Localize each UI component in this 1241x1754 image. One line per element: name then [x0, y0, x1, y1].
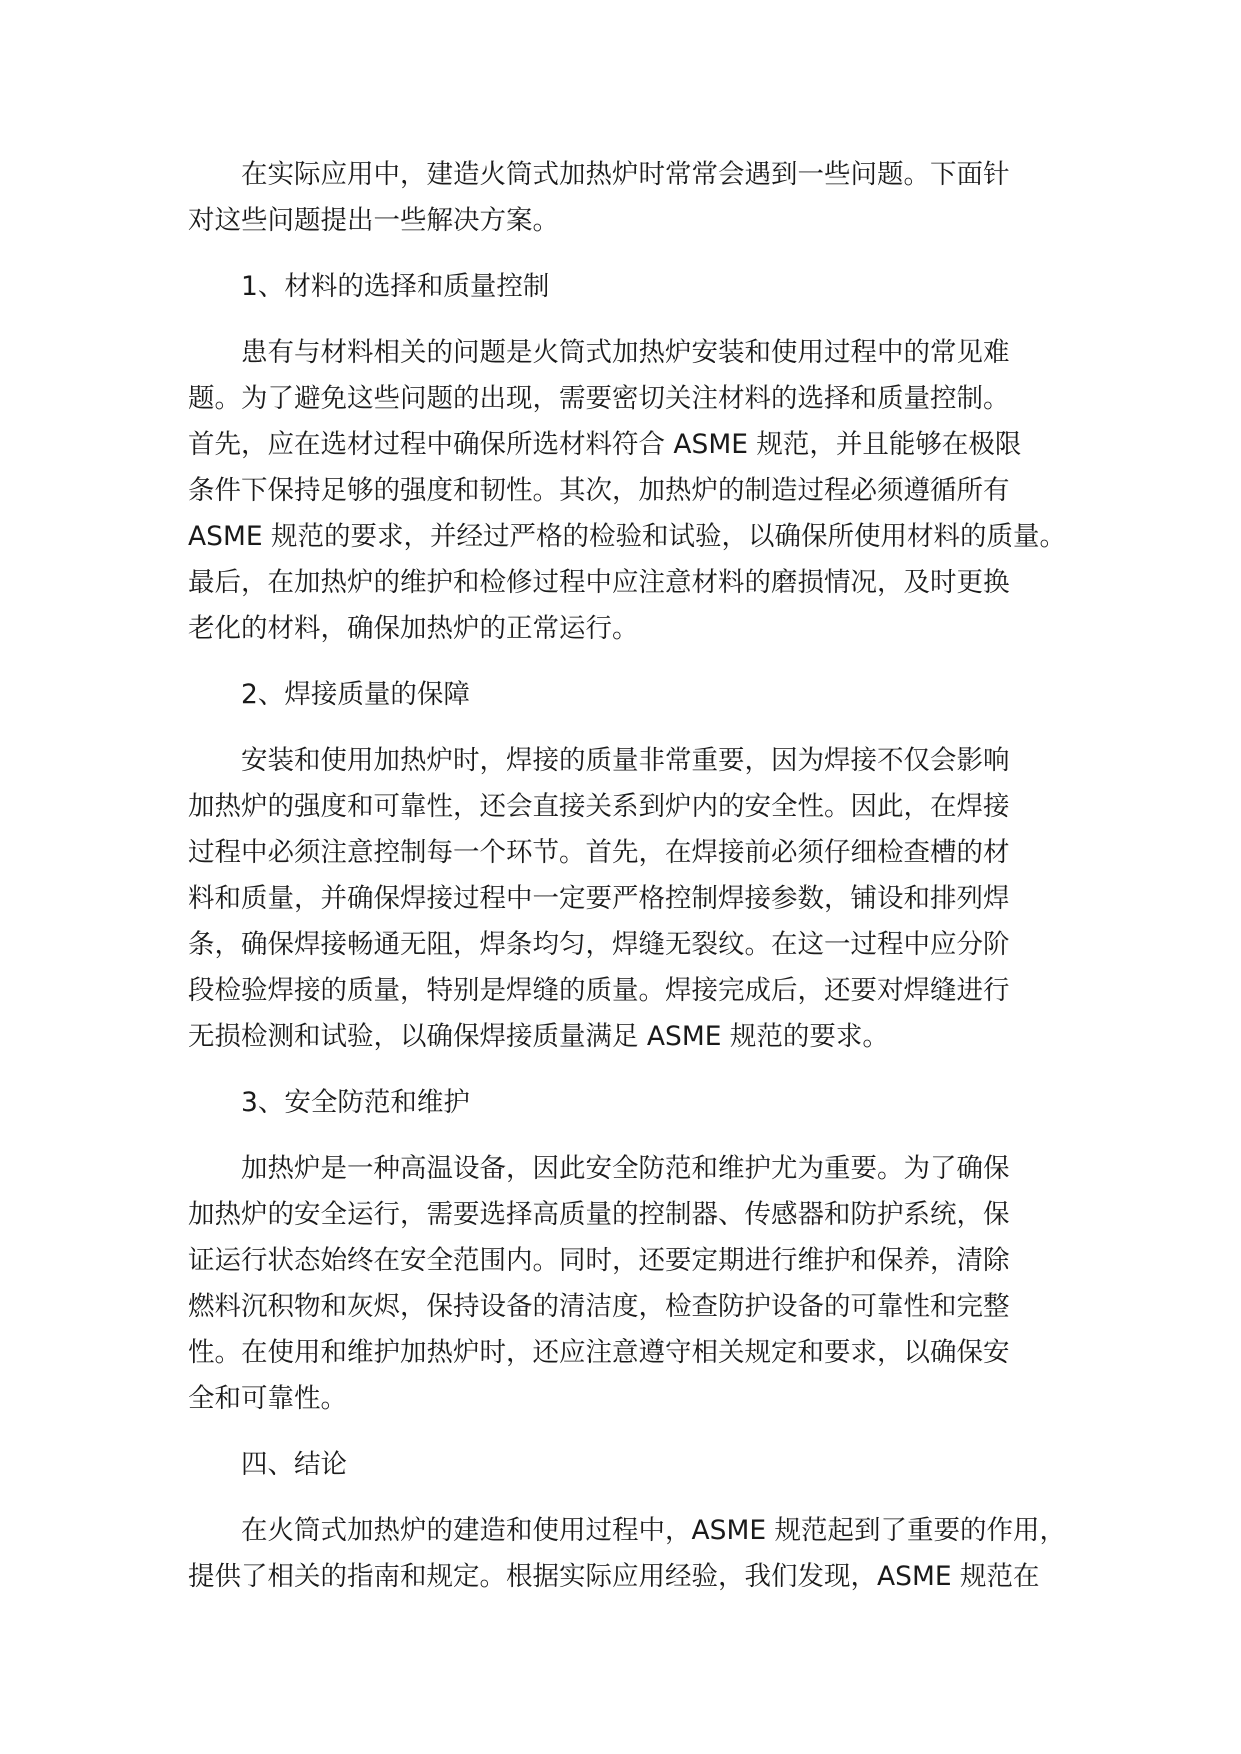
text-line: 条，确保焊接畅通无阻，焊条均匀，焊缝无裂纹。在这一过程中应分阶: [188, 929, 1010, 960]
text-line: 在火筒式加热炉的建造和使用过程中，ASME 规范起到了重要的作用，: [241, 1515, 1066, 1546]
section-heading-conclusion: [188, 1442, 1100, 1488]
text-line: 性。在使用和维护加热炉时，还应注意遵守相关规定和要求，以确保安: [188, 1337, 1010, 1368]
text-line: 料和质量，并确保焊接过程中一定要严格控制焊接参数，铺设和排列焊: [188, 883, 1010, 914]
text-line: 过程中必须注意控制每一个环节。首先，在焊接前必须仔细检查槽的材: [188, 837, 1010, 868]
text-line: 最后，在加热炉的维护和检修过程中应注意材料的磨损情况，及时更换: [188, 567, 1010, 598]
paragraph-welding: [188, 738, 1100, 1060]
text-line: 在实际应用中，建造火筒式加热炉时常常会遇到一些问题。下面针: [241, 159, 1010, 190]
text-line: 患有与材料相关的问题是火筒式加热炉安装和使用过程中的常见难: [241, 337, 1010, 368]
text-line: 全和可靠性。: [188, 1383, 347, 1414]
paragraph-materials: [188, 330, 1100, 652]
text-line: 证运行状态始终在安全范围内。同时，还要定期进行维护和保养，清除: [188, 1245, 1010, 1276]
paragraph-safety: [188, 1146, 1100, 1422]
section-heading-1: [188, 264, 1100, 310]
text-line: 首先，应在选材过程中确保所选材料符合 ASME 规范，并且能够在极限: [188, 429, 1022, 460]
text-line: 无损检测和试验，以确保焊接质量满足 ASME 规范的要求。: [188, 1021, 889, 1052]
paragraph-intro: [188, 152, 1100, 244]
text-line: 老化的材料，确保加热炉的正常运行。: [188, 613, 639, 644]
text-line: 提供了相关的指南和规定。根据实际应用经验，我们发现，ASME 规范在: [188, 1561, 1040, 1592]
text-line: 对这些问题提出一些解决方案。: [188, 205, 559, 236]
text-line: 加热炉的强度和可靠性，还会直接关系到炉内的安全性。因此，在焊接: [188, 791, 1010, 822]
heading-text: 1、材料的选择和质量控制: [241, 271, 550, 302]
text-line: 加热炉的安全运行，需要选择高质量的控制器、传感器和防护系统，保: [188, 1199, 1010, 1230]
heading-text: 2、焊接质量的保障: [241, 679, 470, 710]
text-line: 安装和使用加热炉时，焊接的质量非常重要，因为焊接不仅会影响: [241, 745, 1010, 776]
paragraph-conclusion: [188, 1508, 1100, 1600]
text-line: 条件下保持足够的强度和韧性。其次，加热炉的制造过程必须遵循所有: [188, 475, 1010, 506]
document-body: [188, 152, 1100, 1620]
text-line: 段检验焊接的质量，特别是焊缝的质量。焊接完成后，还要对焊缝进行: [188, 975, 1010, 1006]
text-line: 题。为了避免这些问题的出现，需要密切关注材料的选择和质量控制。: [188, 383, 1010, 414]
heading-text: 四、结论: [241, 1449, 347, 1480]
heading-text: 3、安全防范和维护: [241, 1087, 470, 1118]
text-line: 燃料沉积物和灰烬，保持设备的清洁度，检查防护设备的可靠性和完整: [188, 1291, 1010, 1322]
section-heading-2: [188, 672, 1100, 718]
text-line: ASME 规范的要求，并经过严格的检验和试验，以确保所使用材料的质量。: [188, 521, 1066, 552]
text-line: 加热炉是一种高温设备，因此安全防范和维护尤为重要。为了确保: [241, 1153, 1010, 1184]
section-heading-3: [188, 1080, 1100, 1126]
